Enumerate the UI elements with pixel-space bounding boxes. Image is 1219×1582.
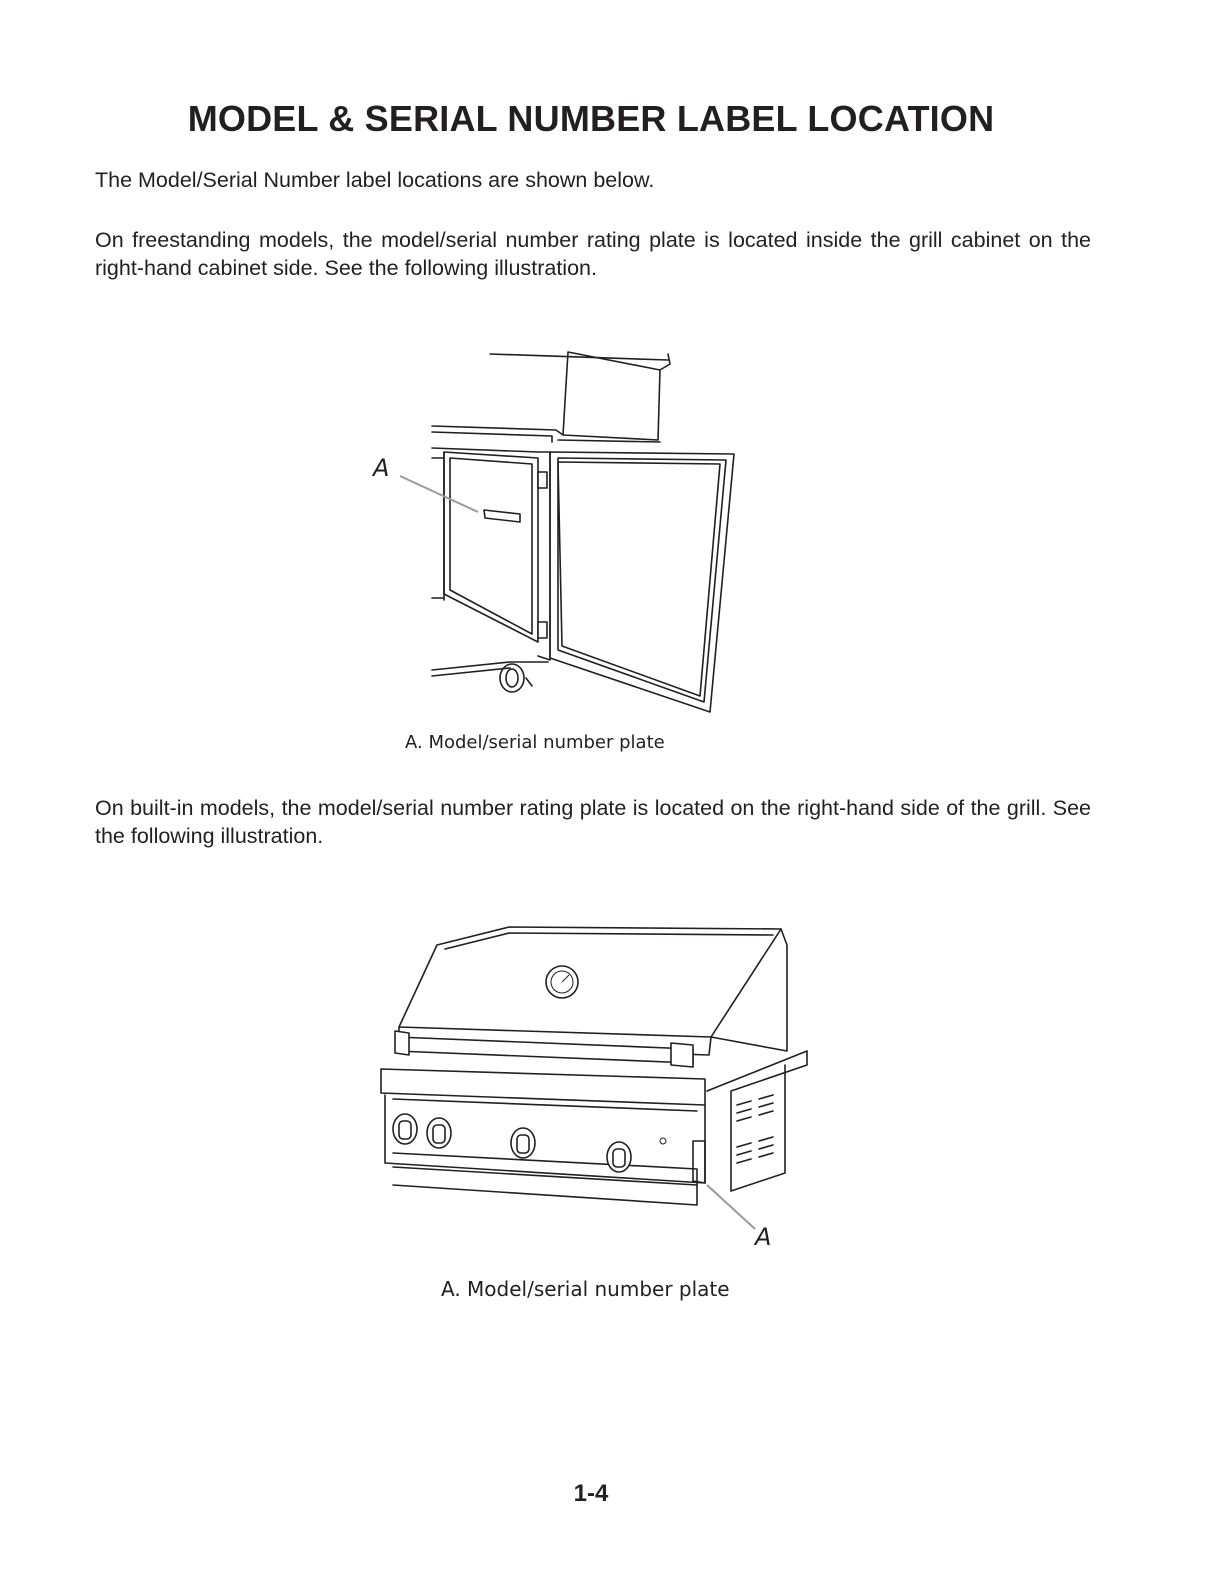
- intro-paragraph: The Model/Serial Number label locations are shown below.: [95, 168, 655, 192]
- page-title: MODEL & SERIAL NUMBER LABEL LOCATION: [187, 98, 995, 139]
- builtin-figure-caption: A. Model/serial number plate: [441, 1277, 730, 1301]
- control-knobs: [393, 1114, 666, 1172]
- builtin-callout-label: A: [755, 1223, 772, 1251]
- freestanding-figure-caption: A. Model/serial number plate: [405, 732, 665, 753]
- builtin-paragraph: On built-in models, the model/serial number rating plate is located on the right-hand side of the grill. See the following illustration.: [95, 796, 1091, 848]
- builtin-grill-illustration: [375, 915, 815, 1255]
- freestanding-paragraph: On freestanding models, the model/serial number rating plate is located inside the grill cabinet on the right-hand cabinet side. See the following illustration.: [95, 228, 1091, 280]
- freestanding-callout-label: A: [373, 454, 390, 482]
- page-number: 1-4: [573, 1480, 609, 1507]
- freestanding-cabinet-illustration: [360, 340, 760, 720]
